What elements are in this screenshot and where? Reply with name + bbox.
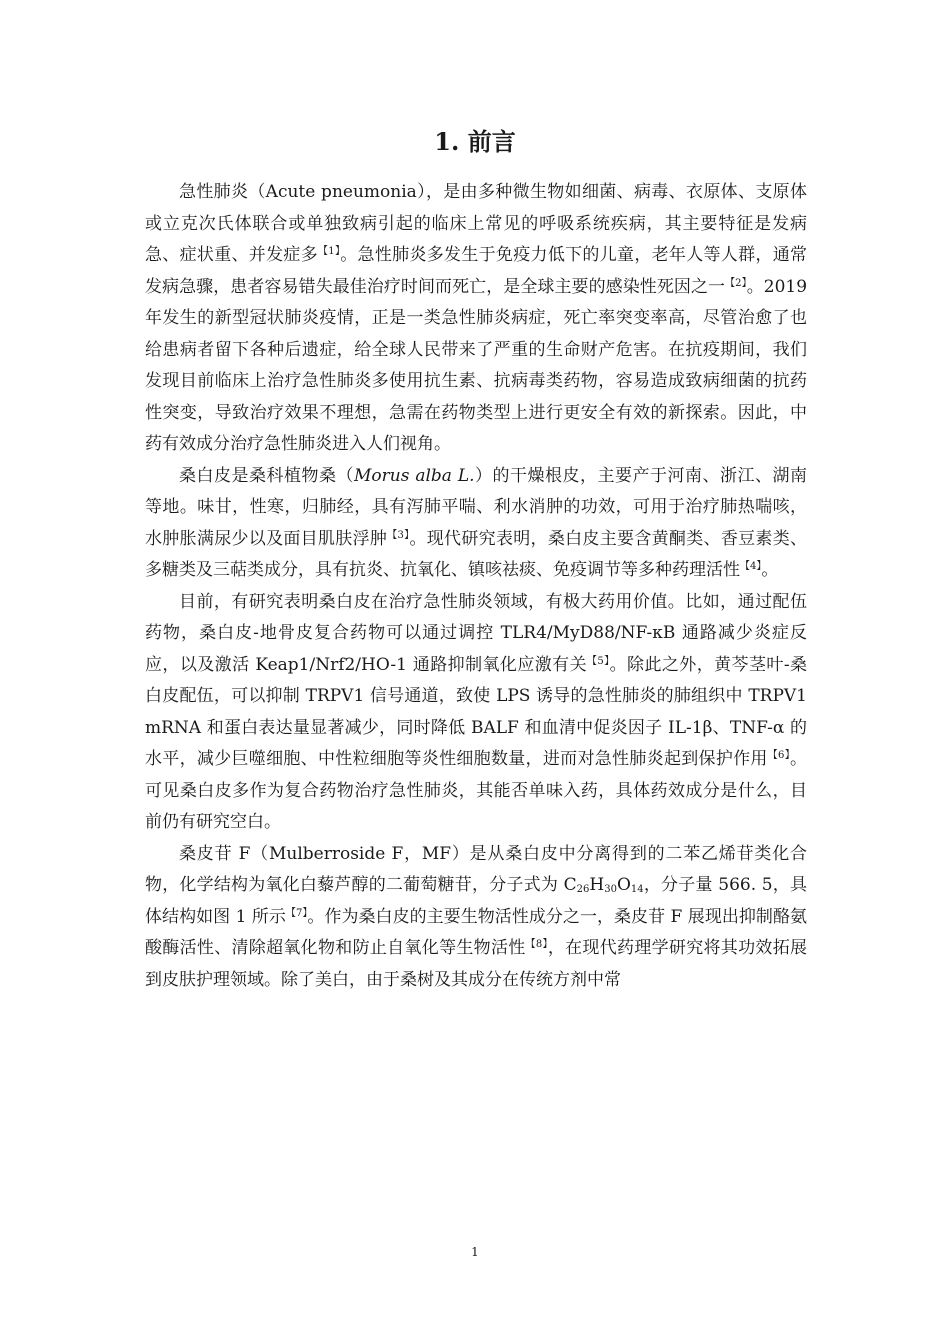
text-span: 桑皮苷 F（Mulberroside F，MF）是从桑白皮中分离得到的二苯乙烯苷类化合物，化学结构为氧化白藜芦醇的二葡萄糖苷，分子式为 C [145, 843, 807, 895]
paragraph-mulberroside-f [145, 839, 807, 997]
text-span: 桑白皮是桑科植物桑（ [179, 465, 354, 486]
page-number: 1 [471, 1245, 479, 1259]
paragraph-acute-pneumonia [145, 177, 807, 461]
citation-3: 【3】 [387, 529, 410, 541]
citation-4: 【4】 [740, 561, 762, 572]
text-span: ，分子量 566. 5，具体结构如图 1 所示 [145, 875, 807, 927]
formula-element-h: H [589, 875, 605, 895]
citation-1: 【1】 [317, 246, 341, 257]
formula-subscript-o: 14 [630, 884, 644, 895]
citation-2: 【2】 [725, 277, 747, 289]
latin-name: Morus alba L. [354, 465, 475, 486]
text-span: 。 [761, 560, 779, 580]
citation-5: 【5】 [587, 655, 610, 667]
formula-subscript-h: 30 [604, 884, 617, 895]
formula-subscript-c: 26 [576, 884, 590, 895]
citation-7: 【7】 [285, 907, 308, 919]
text-span: 急性肺炎（Acute pneumonia），是由多种微生物如细菌、病毒、衣原体、支原体或立克次氏体联合或单独致病引起的临床上常见的呼吸系统疾病，其主要特征是发病急、症状重、并发症多 [145, 182, 807, 265]
text-span: ）的干燥根皮，主要产于河南、浙江、湖南等地。味甘，性寒，归肺经，具有泻肺平喘、利水消肿的功效，可用于治疗肺热喘咳，水肿胀满尿少以及面目肌肤浮肿 [145, 465, 808, 549]
text-span: 。可见桑白皮多作为复合药物治疗急性肺炎，其能否单味入药，具体药效成分是什么，目前仍有研究空白。 [145, 749, 807, 832]
text-span: 。作为桑白皮的主要生物活性成分之一，桑皮苷 F 展现出抑制酪氨酸酶活性、清除超氧化物和防止自氧化等生物活性 [145, 906, 807, 958]
text-span: 。2019 年发生的新型冠状肺炎疫情，正是一类急性肺炎病症，死亡率突变率高，尽管治愈了也给患病者留下各种后遗症，给全球人民带来了严重的生命财产危害。在抗疫期间，我们发现目前临床上治疗急性肺炎多使用抗生素、抗病毒类药物，容易造成致病细菌的抗药性突变，导致治疗效果不理想，急需在药物类型上进行更安全有效的新探索。因此，中药有效成分治疗急性肺炎进入人们视角。 [145, 276, 808, 454]
body-text [145, 177, 807, 996]
text-span: 。急性肺炎多发生于免疫力低下的儿童，老年人等人群，通常发病急骤，患者容易错失最佳治疗时间而死亡，是全球主要的感染性死因之一 [145, 245, 807, 297]
citation-6: 【6】 [767, 750, 790, 761]
paragraph-current-research [145, 587, 807, 839]
text-span: 。现代研究表明，桑白皮主要含黄酮类、香豆素类、多糖类及三萜类成分，具有抗炎、抗氧化、镇咳祛痰、免疫调节等多种药理活性 [145, 528, 808, 580]
text-span: ，在现代药理学研究将其功效拓展到皮肤护理领域。除了美白，由于桑树及其成分在传统方剂中常 [145, 938, 808, 990]
paragraph-mulberry-bark [145, 461, 807, 587]
text-span: 。除此之外，黄芩茎叶-桑白皮配伍，可以抑制 TRPV1 信号通道，致使 LPS 诱导的急性肺炎的肺组织中 TRPV1 mRNA 和蛋白表达量显著减少，同时降低 BALF 和血清中促炎因子 IL-1β、TNF-α 的水平，减少巨噬细胞、中性粒细胞等炎性细胞数量，进而对急性肺炎起到保护作用 [145, 654, 807, 769]
formula-element-o: O [616, 875, 631, 895]
citation-8: 【8】 [525, 939, 548, 950]
text-span: 目前，有研究表明桑白皮在治疗急性肺炎领域，有极大药用价值。比如，通过配伍药物，桑白皮-地骨皮复合药物可以通过调控 TLR4/MyD88/NF-κB 通路减少炎症反应，以及激活 Keap1/Nrf2/HO-1 通路抑制氧化应激有关 [145, 591, 807, 675]
section-title: 1. 前言 [434, 127, 516, 156]
